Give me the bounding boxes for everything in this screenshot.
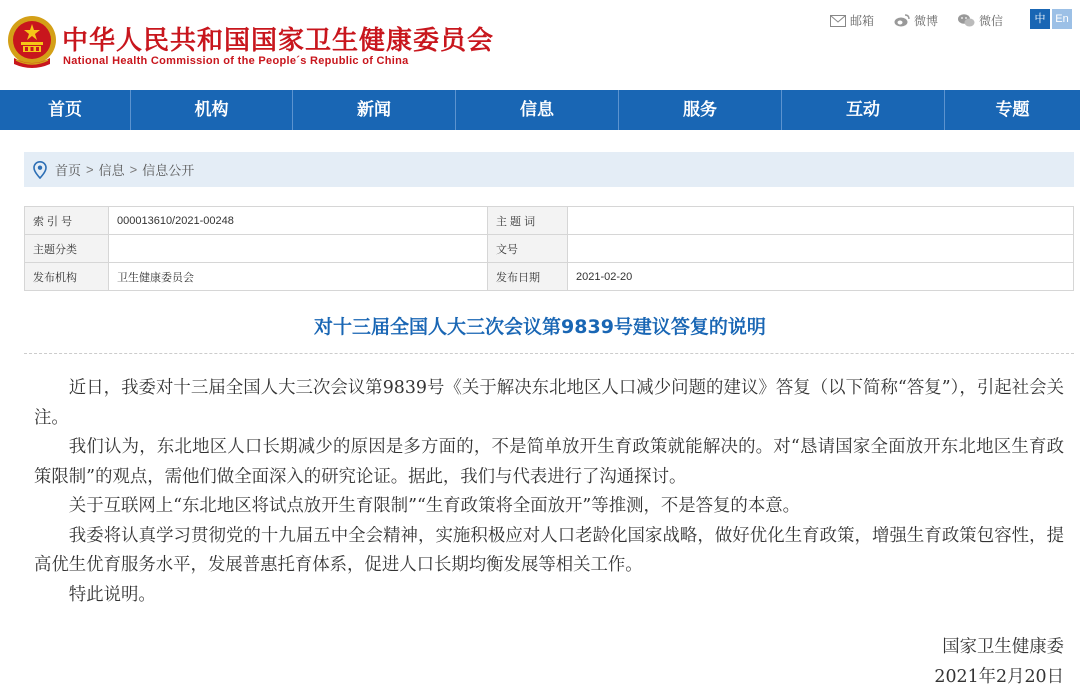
meta-label-category: 主题分类 bbox=[25, 235, 109, 263]
nav-services[interactable]: 服务 bbox=[619, 90, 782, 130]
meta-value-publish-date: 2021-02-20 bbox=[568, 263, 1074, 291]
location-pin-icon bbox=[33, 161, 47, 179]
mail-link[interactable] bbox=[830, 12, 874, 29]
article-signature-block bbox=[934, 632, 1064, 690]
site-header bbox=[0, 0, 1080, 88]
meta-label-publish-date: 发布日期 bbox=[488, 263, 568, 291]
nav-institutions[interactable]: 机构 bbox=[131, 90, 293, 130]
site-title-en[interactable]: National Health Commission of the People´s Republic of China bbox=[63, 55, 409, 67]
meta-value-keywords bbox=[568, 207, 1074, 235]
weibo-link[interactable] bbox=[894, 12, 938, 29]
nav-information[interactable]: 信息 bbox=[456, 90, 619, 130]
meta-label-keywords: 主 题 词 bbox=[488, 207, 568, 235]
article-paragraph: 我们认为，东北地区人口长期减少的原因是多方面的，不是简单放开生育政策就能解决的。对“恳请国家全面放开东北地区生育政策限制”的观点，需他们做全面深入的研究论证。据此，我们与代表进行了沟通探讨。 bbox=[34, 437, 1064, 487]
table-row bbox=[25, 207, 1074, 235]
meta-value-index: 000013610/2021-00248 bbox=[109, 207, 488, 235]
wechat-label: 微信 bbox=[979, 14, 1004, 28]
breadcrumb-information[interactable]: 信息 bbox=[98, 163, 125, 178]
meta-label-doc-number: 文号 bbox=[488, 235, 568, 263]
breadcrumb-info-disclosure[interactable]: 信息公开 bbox=[142, 163, 195, 178]
national-emblem-icon[interactable] bbox=[6, 14, 58, 72]
nav-topics[interactable]: 专题 bbox=[995, 100, 1030, 120]
wechat-link[interactable] bbox=[958, 12, 1003, 29]
breadcrumb bbox=[24, 152, 1074, 187]
lang-cn-button[interactable]: 中 bbox=[1030, 9, 1050, 29]
breadcrumb-separator: > bbox=[129, 162, 138, 177]
article-paragraph: 我委将认真学习贯彻党的十九届五中全会精神，实施积极应对人口老龄化国家战略，做好优化生育政策，增强生育政策包容性，提高优生优育服务水平，发展普惠托育体系，促进人口长期均衡发展等相关工作。 bbox=[34, 525, 1064, 575]
weibo-icon bbox=[894, 14, 910, 27]
article-date: 2021年2月20日 bbox=[934, 667, 1064, 687]
mail-icon bbox=[830, 15, 846, 27]
nav-news[interactable]: 新闻 bbox=[293, 90, 456, 130]
main-nav bbox=[0, 90, 1080, 130]
breadcrumb-separator: > bbox=[86, 162, 94, 177]
site-title[interactable]: 中华人民共和国国家卫生健康委员会 bbox=[62, 26, 495, 56]
article-paragraph: 关于互联网上“东北地区将试点放开生育限制”“生育政策将全面放开”等推测，不是答复的本意。 bbox=[68, 496, 800, 516]
article-body bbox=[34, 374, 1064, 610]
language-switch bbox=[1030, 9, 1072, 29]
wechat-icon bbox=[958, 14, 975, 27]
meta-value-category bbox=[109, 235, 488, 263]
table-row bbox=[25, 235, 1074, 263]
meta-label-publisher: 发布机构 bbox=[25, 263, 109, 291]
meta-label-index: 索 引 号 bbox=[25, 207, 109, 235]
nav-interaction[interactable]: 互动 bbox=[782, 90, 945, 130]
article-paragraph: 近日，我委对十三届全国人大三次会议第9839号《关于解决东北地区人口减少问题的建议》答复（以下简称“答复”），引起社会关注。 bbox=[34, 378, 1064, 428]
document-meta-table bbox=[24, 206, 1074, 291]
weibo-label: 微博 bbox=[914, 14, 939, 28]
article-paragraph: 特此说明。 bbox=[68, 584, 156, 605]
nav-home[interactable]: 首页 bbox=[0, 90, 131, 130]
article-signature: 国家卫生健康委 bbox=[942, 637, 1064, 657]
lang-en-button[interactable]: En bbox=[1052, 9, 1072, 29]
table-row bbox=[25, 263, 1074, 291]
breadcrumb-home[interactable]: 首页 bbox=[55, 163, 82, 178]
mail-label: 邮箱 bbox=[850, 14, 875, 28]
meta-value-doc-number bbox=[568, 235, 1074, 263]
divider bbox=[24, 353, 1074, 354]
meta-value-publisher: 卫生健康委员会 bbox=[109, 263, 488, 291]
top-links bbox=[830, 12, 1023, 29]
article-title: 对十三届全国人大三次会议第9839号建议答复的说明 bbox=[314, 316, 766, 338]
